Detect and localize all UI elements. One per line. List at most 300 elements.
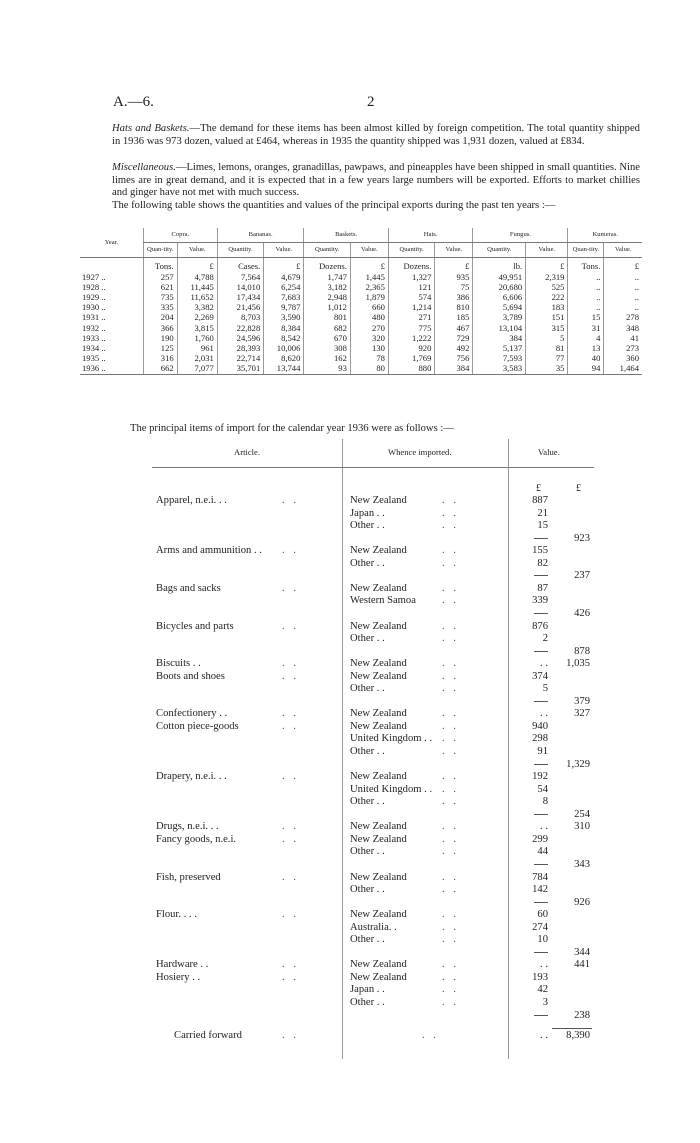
pound-unit: £ [576, 483, 581, 494]
subtotal-value: 878 [574, 645, 590, 657]
origin-country: Other . . [350, 557, 385, 569]
value-cell: 756 [435, 353, 473, 363]
year-header: Year. [80, 228, 143, 258]
import-row [152, 872, 594, 885]
value-cell: 8,542 [264, 333, 304, 343]
import-row [152, 733, 594, 746]
value-header: Value. [538, 447, 560, 457]
value-cell: 22,828 [217, 323, 263, 333]
unit-cell: £ [264, 258, 304, 272]
column-subheader: Quantity. [473, 243, 526, 258]
column-subheader: Value. [264, 243, 304, 258]
item-value: 21 [537, 507, 548, 519]
origin-country: New Zealand [350, 821, 407, 833]
value-cell: 574 [388, 292, 434, 302]
leader-dots: . . [282, 959, 299, 971]
origin-country: Other . . [350, 884, 385, 896]
value-cell: 335 [143, 302, 177, 312]
article-name: Hosiery . . [156, 971, 201, 983]
unit-cell: Tons. [568, 258, 604, 272]
value-cell: 801 [304, 312, 350, 322]
document-reference: A.—6. [113, 94, 154, 110]
origin-country: Japan . . [350, 507, 385, 519]
item-value: 3 [542, 997, 548, 1008]
origin-country: Other . . [350, 683, 385, 695]
item-value: 374 [532, 670, 548, 682]
leader-dots: . . [442, 833, 459, 845]
item-value: 10 [537, 934, 548, 946]
subtotal-value: 926 [574, 896, 590, 908]
unit-cell: £ [604, 258, 642, 272]
value-cell: 320 [350, 333, 388, 343]
article-header: Article. [234, 447, 261, 457]
leader-dots: . . [442, 909, 459, 921]
value-cell: 3,382 [177, 302, 217, 312]
import-row [152, 834, 594, 847]
page-number: 2 [367, 94, 375, 110]
subtotal-value: 441 [574, 959, 590, 971]
unit-cell: £ [526, 258, 568, 272]
origin-country: New Zealand [350, 658, 407, 670]
value-cell: 3,590 [264, 312, 304, 322]
value-cell: 204 [143, 312, 177, 322]
value-cell: 1,769 [388, 353, 434, 363]
table-row [80, 302, 642, 312]
item-value: 298 [532, 733, 548, 745]
import-row [152, 784, 594, 797]
value-cell: 1,464 [604, 363, 642, 374]
unit-cell: Tons. [143, 258, 177, 272]
value-cell: 1,879 [350, 292, 388, 302]
carried-forward-label: Carried forward [174, 1030, 242, 1042]
origin-country: Other . . [350, 746, 385, 757]
value-cell: 348 [604, 323, 642, 333]
item-value: 15 [537, 520, 548, 532]
leader-dots: . . [442, 658, 459, 670]
value-cell: 93 [304, 363, 350, 374]
subtotal-rule [534, 575, 548, 576]
subtotal-rule [534, 538, 548, 539]
import-row [152, 671, 594, 684]
article-name: Drugs, n.e.i. . . [156, 821, 219, 833]
import-row [152, 934, 594, 947]
origin-country: United Kingdom . . [350, 783, 433, 795]
unit-cell: Dozens. [304, 258, 350, 272]
leader-dots: . . [282, 670, 299, 682]
value-cell: 183 [526, 302, 568, 312]
import-row [152, 721, 594, 734]
table-intro: The following table shows the quantities and values of the principal exports during the past ten years :— [112, 200, 556, 211]
value-cell: 1,214 [388, 302, 434, 312]
import-row [152, 809, 594, 822]
leader-dots: . . [442, 984, 459, 996]
year-cell: 1928 .. [82, 281, 106, 292]
item-value: 91 [537, 746, 548, 757]
value-cell: 20,680 [473, 282, 526, 292]
item-value: 5 [542, 683, 548, 695]
table-row [80, 343, 642, 353]
unit-cell: Dozens. [388, 258, 434, 272]
exports-group-header [80, 228, 642, 243]
value-cell: 75 [435, 282, 473, 292]
value-cell: 4,788 [177, 272, 217, 282]
value-cell: .. [604, 302, 642, 312]
subtotal-value: 426 [574, 607, 590, 619]
year-cell: 1933 .. [82, 332, 106, 343]
value-cell: 7,593 [473, 353, 526, 363]
item-value: 82 [537, 557, 548, 569]
value-cell: 1,327 [388, 272, 434, 282]
value-cell: 1,760 [177, 333, 217, 343]
value-cell: 273 [604, 343, 642, 353]
import-row [152, 746, 594, 759]
value-cell: 1,222 [388, 333, 434, 343]
group-header: Hats. [388, 228, 472, 243]
import-row [152, 984, 594, 997]
origin-country: New Zealand [350, 670, 407, 682]
value-cell: 1,747 [304, 272, 350, 282]
import-row [152, 495, 594, 508]
value-cell: 257 [143, 272, 177, 282]
leader-dots: . . [442, 959, 459, 971]
value-cell: 11,445 [177, 282, 217, 292]
value-cell: 660 [350, 302, 388, 312]
subtotal-rule [534, 814, 548, 815]
leader-dots: . . [442, 720, 459, 732]
item-value: . . [540, 959, 548, 971]
group-header: Bananas. [217, 228, 304, 243]
value-cell: 3,583 [473, 363, 526, 374]
value-cell: 2,365 [350, 282, 388, 292]
import-row [152, 508, 594, 521]
item-value: 2 [542, 633, 548, 645]
value-cell: 4,679 [264, 272, 304, 282]
leader-dots: . . [442, 921, 459, 933]
value-cell: 78 [350, 353, 388, 363]
value-cell: 17,434 [217, 292, 263, 302]
column-subheader: Quan-tity. [568, 243, 604, 258]
leader-dots: . . [282, 833, 299, 845]
leader-dots: . . [442, 746, 459, 757]
value-cell: 185 [435, 312, 473, 322]
table-row [80, 312, 642, 322]
exports-body [80, 258, 642, 374]
import-row [152, 897, 594, 910]
leader-dots: . . [442, 733, 459, 745]
table-row [80, 363, 642, 374]
leader-dots: . . [282, 871, 299, 883]
value-cell: 2,031 [177, 353, 217, 363]
import-row [152, 947, 594, 960]
article-name: Drapery, n.e.i. . . [156, 771, 227, 783]
leader-dots: . . [442, 545, 459, 557]
origin-country: New Zealand [350, 971, 407, 983]
value-cell: 14,010 [217, 282, 263, 292]
origin-country: New Zealand [350, 833, 407, 845]
item-value: 299 [532, 833, 548, 845]
value-cell: 935 [435, 272, 473, 282]
leader-dots: . . [442, 783, 459, 795]
item-value: 940 [532, 720, 548, 732]
import-row [152, 570, 594, 583]
column-subheader: Quantity. [388, 243, 434, 258]
value-cell: 270 [350, 323, 388, 333]
leader-dots: . . [442, 971, 459, 983]
leader-dots: . . [282, 708, 299, 720]
article-name: Apparel, n.e.i. . . [156, 495, 227, 506]
column-subheader: Quan-tity. [143, 243, 177, 258]
item-value: 784 [532, 871, 548, 883]
article-name: Confectionery . . [156, 708, 228, 720]
subtotal-value: 344 [574, 946, 590, 958]
leader-dots: . . [282, 582, 299, 594]
import-row [152, 683, 594, 696]
import-row [152, 909, 594, 922]
value-cell: 1,012 [304, 302, 350, 312]
value-cell: 386 [435, 292, 473, 302]
leader-dots: . . [442, 595, 459, 607]
column-subheader: Value. [435, 243, 473, 258]
origin-country: Other . . [350, 997, 385, 1008]
import-row [152, 959, 594, 972]
leader-dots: . . [442, 871, 459, 883]
subtotal-value: 1,329 [566, 758, 590, 770]
value-cell: 21,456 [217, 302, 263, 312]
origin-country: United Kingdom . . [350, 733, 433, 745]
origin-country: New Zealand [350, 720, 407, 732]
value-cell: 35,701 [217, 363, 263, 374]
value-cell: 81 [526, 343, 568, 353]
value-cell: 9,787 [264, 302, 304, 312]
value-cell: 920 [388, 343, 434, 353]
leader-dots: . . [442, 846, 459, 858]
value-cell: .. [604, 292, 642, 302]
year-cell: 1931 .. [82, 312, 106, 323]
value-cell: 13,744 [264, 363, 304, 374]
year-cell: 1934 .. [82, 343, 106, 354]
item-value: . . [540, 658, 548, 670]
import-row [152, 520, 594, 533]
value-cell: 3,815 [177, 323, 217, 333]
value-cell: 6,606 [473, 292, 526, 302]
header-rule [152, 467, 594, 468]
value-cell: 35 [526, 363, 568, 374]
leader-dots: . . [282, 909, 299, 921]
leader-dots: . . [442, 633, 459, 645]
origin-country: Other . . [350, 796, 385, 808]
item-value: 87 [537, 582, 548, 594]
subtotal-rule [534, 651, 548, 652]
group-header: Baskets. [304, 228, 389, 243]
subtotal-rule [534, 1015, 548, 1016]
subtotal-value: 254 [574, 808, 590, 820]
leader-dots: . . [282, 658, 299, 670]
value-cell: 125 [143, 343, 177, 353]
import-row [152, 821, 594, 834]
units-row [80, 258, 642, 272]
value-cell: 162 [304, 353, 350, 363]
item-value: . . [540, 708, 548, 720]
article-name: Fancy goods, n.e.i. [156, 833, 237, 845]
origin-country: New Zealand [350, 708, 407, 720]
leader-dots: . . [282, 545, 299, 557]
value-cell: 961 [177, 343, 217, 353]
year-cell: 1932 .. [82, 322, 106, 333]
unit-cell: £ [350, 258, 388, 272]
leader-dots: . . [442, 620, 459, 632]
value-cell: 1,445 [350, 272, 388, 282]
item-value: 192 [532, 771, 548, 783]
origin-country: Other . . [350, 934, 385, 946]
import-row [152, 771, 594, 784]
value-cell: 315 [526, 323, 568, 333]
leader-dots: . . [442, 796, 459, 808]
value-cell: 3,789 [473, 312, 526, 322]
group-header: Kumeras. [568, 228, 642, 243]
item-value: 60 [537, 909, 548, 921]
import-row [152, 922, 594, 935]
article-name: Cotton piece-goods [156, 720, 239, 732]
whence-header: Whence imported. [388, 447, 452, 457]
value-cell: 8,620 [264, 353, 304, 363]
import-row [152, 646, 594, 659]
value-cell: .. [568, 282, 604, 292]
origin-country: New Zealand [350, 545, 407, 557]
value-cell: 3,182 [304, 282, 350, 292]
year-cell: 1927 .. [82, 271, 106, 282]
subtotal-value: 237 [574, 570, 590, 582]
pound-unit: £ [536, 483, 541, 494]
leader-dots: . . [282, 1030, 299, 1042]
subtotal-rule [534, 902, 548, 903]
column-subheader: Value. [526, 243, 568, 258]
origin-country: Other . . [350, 520, 385, 532]
leader-dots: . . [442, 495, 459, 506]
item-value: 54 [537, 783, 548, 795]
origin-country: Other . . [350, 846, 385, 858]
leader-dots: . . [282, 971, 299, 983]
value-cell: 13,104 [473, 323, 526, 333]
value-cell: 151 [526, 312, 568, 322]
item-value: 142 [532, 884, 548, 896]
item-value: 42 [537, 984, 548, 996]
year-cell: 1929 .. [82, 292, 106, 303]
imports-intro: The principal items of import for the calendar year 1936 were as follows :— [130, 423, 454, 434]
value-cell: 880 [388, 363, 434, 374]
subtotal-rule [534, 952, 548, 953]
value-cell: 94 [568, 363, 604, 374]
article-name: Bicycles and parts [156, 620, 234, 632]
leader-dots: . . [442, 997, 459, 1008]
leader-dots: . . [442, 582, 459, 594]
hats-paragraph [112, 123, 640, 148]
import-row [152, 545, 594, 558]
value-cell: 525 [526, 282, 568, 292]
value-cell: 8,384 [264, 323, 304, 333]
import-row [152, 608, 594, 621]
origin-country: Japan . . [350, 984, 385, 996]
value-cell: 5 [526, 333, 568, 343]
group-header: Fungus. [473, 228, 568, 243]
value-cell: 190 [143, 333, 177, 343]
origin-country: New Zealand [350, 620, 407, 632]
value-cell: 467 [435, 323, 473, 333]
column-subheader: Quantity. [304, 243, 350, 258]
value-cell: .. [568, 302, 604, 312]
import-row [152, 633, 594, 646]
origin-country: New Zealand [350, 582, 407, 594]
article-name: Arms and ammunition . . [156, 545, 262, 557]
item-value: 339 [532, 595, 548, 607]
value-cell: 11,652 [177, 292, 217, 302]
unit-cell: £ [435, 258, 473, 272]
origin-country: New Zealand [350, 871, 407, 883]
value-cell: .. [568, 272, 604, 282]
import-row [152, 884, 594, 897]
value-cell: 222 [526, 292, 568, 302]
leader-dots: . . [442, 884, 459, 896]
article-name: Flour. . . . [156, 909, 197, 921]
imports-list [152, 439, 594, 1059]
value-cell: 6,254 [264, 282, 304, 292]
leader-dots: . . [282, 620, 299, 632]
value-cell: 2,269 [177, 312, 217, 322]
value-cell: 22,714 [217, 353, 263, 363]
value-cell: 5,137 [473, 343, 526, 353]
value-cell: 735 [143, 292, 177, 302]
article-name: Fish, preserved [156, 871, 221, 883]
table-row [80, 292, 642, 302]
unit-cell: £ [177, 258, 217, 272]
origin-country: New Zealand [350, 495, 407, 506]
item-value: 44 [537, 846, 548, 858]
leader-dots: . . [442, 934, 459, 946]
exports-subheader [80, 243, 642, 258]
leader-dots: . . [442, 670, 459, 682]
import-row [152, 997, 594, 1010]
import-row [152, 658, 594, 671]
value-cell: 2,948 [304, 292, 350, 302]
import-row [152, 583, 594, 596]
import-row [152, 859, 594, 872]
item-value: 8 [542, 796, 548, 808]
leader-dots: . . [282, 821, 299, 833]
import-row [152, 1010, 594, 1023]
origin-country: New Zealand [350, 771, 407, 783]
article-name: Biscuits . . [156, 658, 201, 670]
value-cell: 49,951 [473, 272, 526, 282]
value-cell: 384 [473, 333, 526, 343]
item-value: 887 [532, 495, 548, 506]
value-cell: 24,596 [217, 333, 263, 343]
column-subheader: Quantity. [217, 243, 263, 258]
year-cell: 1936 .. [80, 363, 143, 374]
table-row [80, 323, 642, 333]
column-subheader: Value. [604, 243, 642, 258]
value-cell: 810 [435, 302, 473, 312]
subtotal-value: 923 [574, 532, 590, 544]
units-year-blank [80, 258, 143, 272]
value-cell: 480 [350, 312, 388, 322]
subtotal-rule [534, 764, 548, 765]
value-cell: 308 [304, 343, 350, 353]
value-cell: 7,683 [264, 292, 304, 302]
import-row [152, 972, 594, 985]
import-row [152, 846, 594, 859]
origin-country: New Zealand [350, 959, 407, 971]
leader-dots: . . [442, 771, 459, 783]
value-cell: 7,564 [217, 272, 263, 282]
